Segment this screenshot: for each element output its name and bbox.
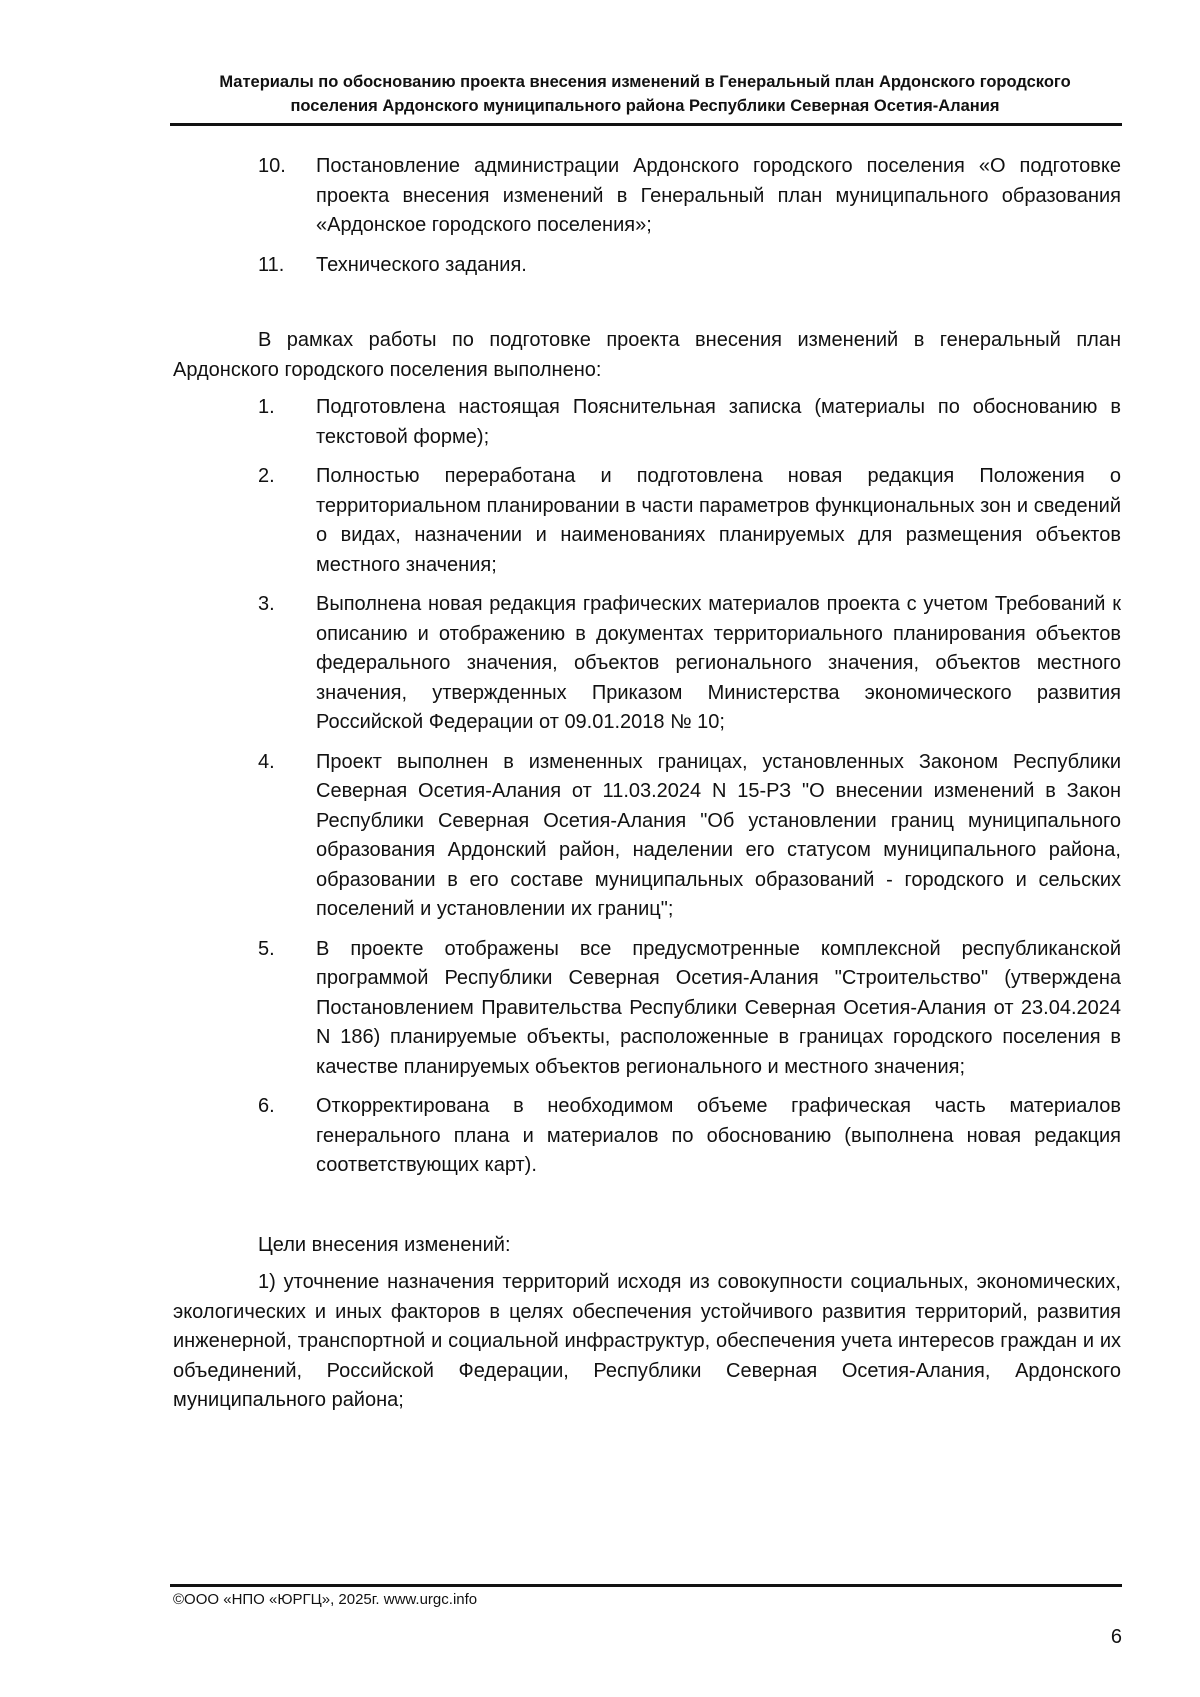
list-item-text: Постановление администрации Ардонского городского поселения «О подготовке проекта внесения изменений в Генеральный план муниципального образования «Ардонское городского поселения»; bbox=[316, 155, 1121, 236]
list-item-text: Технического задания. bbox=[316, 253, 527, 276]
list-item-text: Выполнена новая редакция графических материалов проекта с учетом Требований к описанию и отображению в документах территориального планирования объектов федерального значения, объектов регионального значения, объектов местного значения, утвержденных Приказом Министерства экономического развития Российской Федерации от 09.01.2018 № 10; bbox=[316, 593, 1121, 733]
list-item-number: 4. bbox=[258, 750, 275, 773]
list-item-text: Проект выполнен в измененных границах, установленных Законом Республики Северная Осетия-Алания от 11.03.2024 N 15-РЗ "О внесении изменений в Закон Республики Северная Осетия-Алания "Об установлении границ муниципального образования Ардонский район, наделении его статусом муниципального района, образовании в его составе муниципальных образований - городского и сельских поселений и установлении их границ"; bbox=[316, 750, 1121, 920]
page-header bbox=[170, 70, 1120, 118]
header-line-1: Материалы по обоснованию проекта внесения изменений в Генеральный план Ардонского городского bbox=[219, 73, 1071, 91]
list-item bbox=[173, 935, 1121, 1083]
list-item bbox=[173, 748, 1121, 925]
list-item-text: Откорректирована в необходимом объеме графическая часть материалов генерального плана и материалов по обоснованию (выполнена новая редакция соответствующих карт). bbox=[316, 1095, 1121, 1176]
spacer bbox=[173, 1191, 1121, 1231]
list-item-number: 1. bbox=[258, 396, 275, 418]
footer-divider bbox=[170, 1584, 1122, 1587]
spacer bbox=[173, 290, 1121, 326]
list-item-text: Подготовлена настоящая Пояснительная записка (материалы по обоснованию в текстовой форме); bbox=[316, 396, 1121, 448]
list-item-number: 2. bbox=[258, 465, 275, 487]
list-item bbox=[173, 152, 1121, 241]
list-item-number: 11. bbox=[258, 253, 285, 276]
header-divider bbox=[170, 123, 1122, 126]
list-item bbox=[173, 590, 1121, 738]
list-item-text: Полностью переработана и подготовлена новая редакция Положения о территориальном планировании в части параметров функциональных зон и сведений о видах, назначении и наименованиях планируемых для размещения объектов местного значения; bbox=[316, 465, 1121, 576]
document-body bbox=[173, 152, 1121, 1424]
goal-paragraph-1: 1) уточнение назначения территорий исходя из совокупности социальных, экономических, экологических и иных факторов в целях обеспечения устойчивого развития территорий, развития инженерной, транспортной и социальной инфраструктур, обеспечения учета интересов граждан и их объединений, Российской Федерации, Республики Северная Осетия-Алания, Ардонского муниципального района; bbox=[173, 1271, 1121, 1411]
list-item bbox=[173, 251, 1121, 281]
list-item-text: В проекте отображены все предусмотренные комплексной республиканской программой Республики Северная Осетия-Алания "Строительство" (утверждена Постановлением Правительства Республики Северная Осетия-Алания от 23.04.2024 N 186) планируемые объекты, расположенные в границах городского поселения в качестве планируемых объектов регионального и местного значения; bbox=[316, 937, 1121, 1078]
goals-heading: Цели внесения изменений: bbox=[258, 1233, 511, 1256]
page-number: 6 bbox=[1110, 1626, 1122, 1648]
list-item-number: 5. bbox=[258, 937, 275, 960]
list-item-number: 3. bbox=[258, 593, 275, 615]
list-item-number: 6. bbox=[258, 1095, 275, 1117]
list-item bbox=[173, 393, 1121, 452]
header-line-2: поселения Ардонского муниципального района Республики Северная Осетия-Алания bbox=[290, 97, 1000, 115]
list-item-number: 10. bbox=[258, 155, 286, 177]
list-item bbox=[173, 1092, 1121, 1181]
list-item bbox=[173, 462, 1121, 580]
footer-copyright: ©ООО «НПО «ЮРГЦ», 2025г. www.urgc.info bbox=[173, 1591, 478, 1608]
intro-paragraph: В рамках работы по подготовке проекта внесения изменений в генеральный план Ардонского городского поселения выполнено: bbox=[173, 329, 1121, 381]
